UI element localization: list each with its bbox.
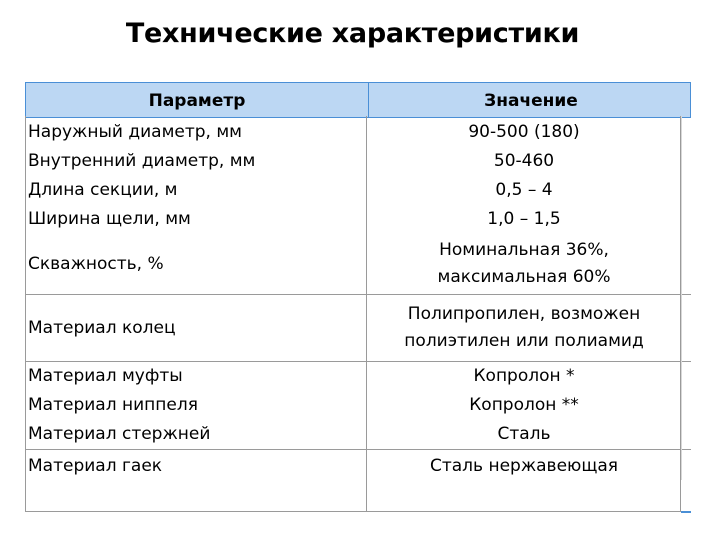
value-cell: Копролон * — [473, 366, 575, 386]
table-row — [25, 147, 691, 176]
param-cell: Ширина щели, мм — [28, 209, 191, 229]
specs-table — [25, 82, 691, 483]
param-cell: Скважность, % — [28, 254, 164, 274]
param-cell: Длина секции, м — [28, 180, 178, 200]
value-cell: 0,5 – 4 — [495, 180, 553, 200]
value-cell — [367, 234, 681, 294]
value-cell: Сталь — [497, 424, 551, 444]
value-line: Полипропилен, возможен — [407, 304, 641, 324]
table-row — [25, 450, 691, 483]
value-cell: 1,0 – 1,5 — [487, 209, 561, 229]
table-border-middle — [366, 116, 367, 512]
header-value: Значение — [368, 83, 693, 117]
table-row — [25, 205, 691, 234]
table-row — [25, 118, 691, 147]
param-cell: Материал муфты — [28, 366, 183, 386]
param-cell: Наружный диаметр, мм — [28, 122, 243, 142]
table-border-left — [25, 116, 26, 512]
page-title: Технические характеристики — [125, 18, 580, 49]
value-cell: Копролон ** — [469, 395, 579, 415]
table-header — [25, 82, 691, 118]
table-row — [25, 176, 691, 205]
table-row — [25, 295, 691, 362]
value-line: Номинальная 36%, — [439, 240, 609, 260]
value-line: полиэтилен или полиамид — [404, 331, 644, 351]
table-border-bottom — [25, 511, 681, 512]
param-cell: Внутренний диаметр, мм — [28, 151, 256, 171]
table-corner-accent — [681, 511, 691, 513]
header-parameter: Параметр — [148, 91, 246, 111]
table-row — [25, 362, 691, 391]
table-row — [25, 234, 691, 295]
value-cell: Сталь нержавеющая — [429, 456, 619, 476]
param-cell: Материал гаек — [28, 456, 163, 476]
param-cell: Материал ниппеля — [28, 395, 198, 415]
param-cell: Материал стержней — [28, 424, 211, 444]
table-shadow-right — [681, 116, 682, 480]
value-cell: 90-500 (180) — [468, 122, 580, 142]
param-cell: Материал колец — [28, 318, 176, 338]
value-cell: 50-460 — [493, 151, 555, 171]
value-line: максимальная 60% — [437, 267, 611, 287]
table-row — [25, 420, 691, 450]
table-row — [25, 391, 691, 420]
value-cell — [367, 295, 681, 361]
